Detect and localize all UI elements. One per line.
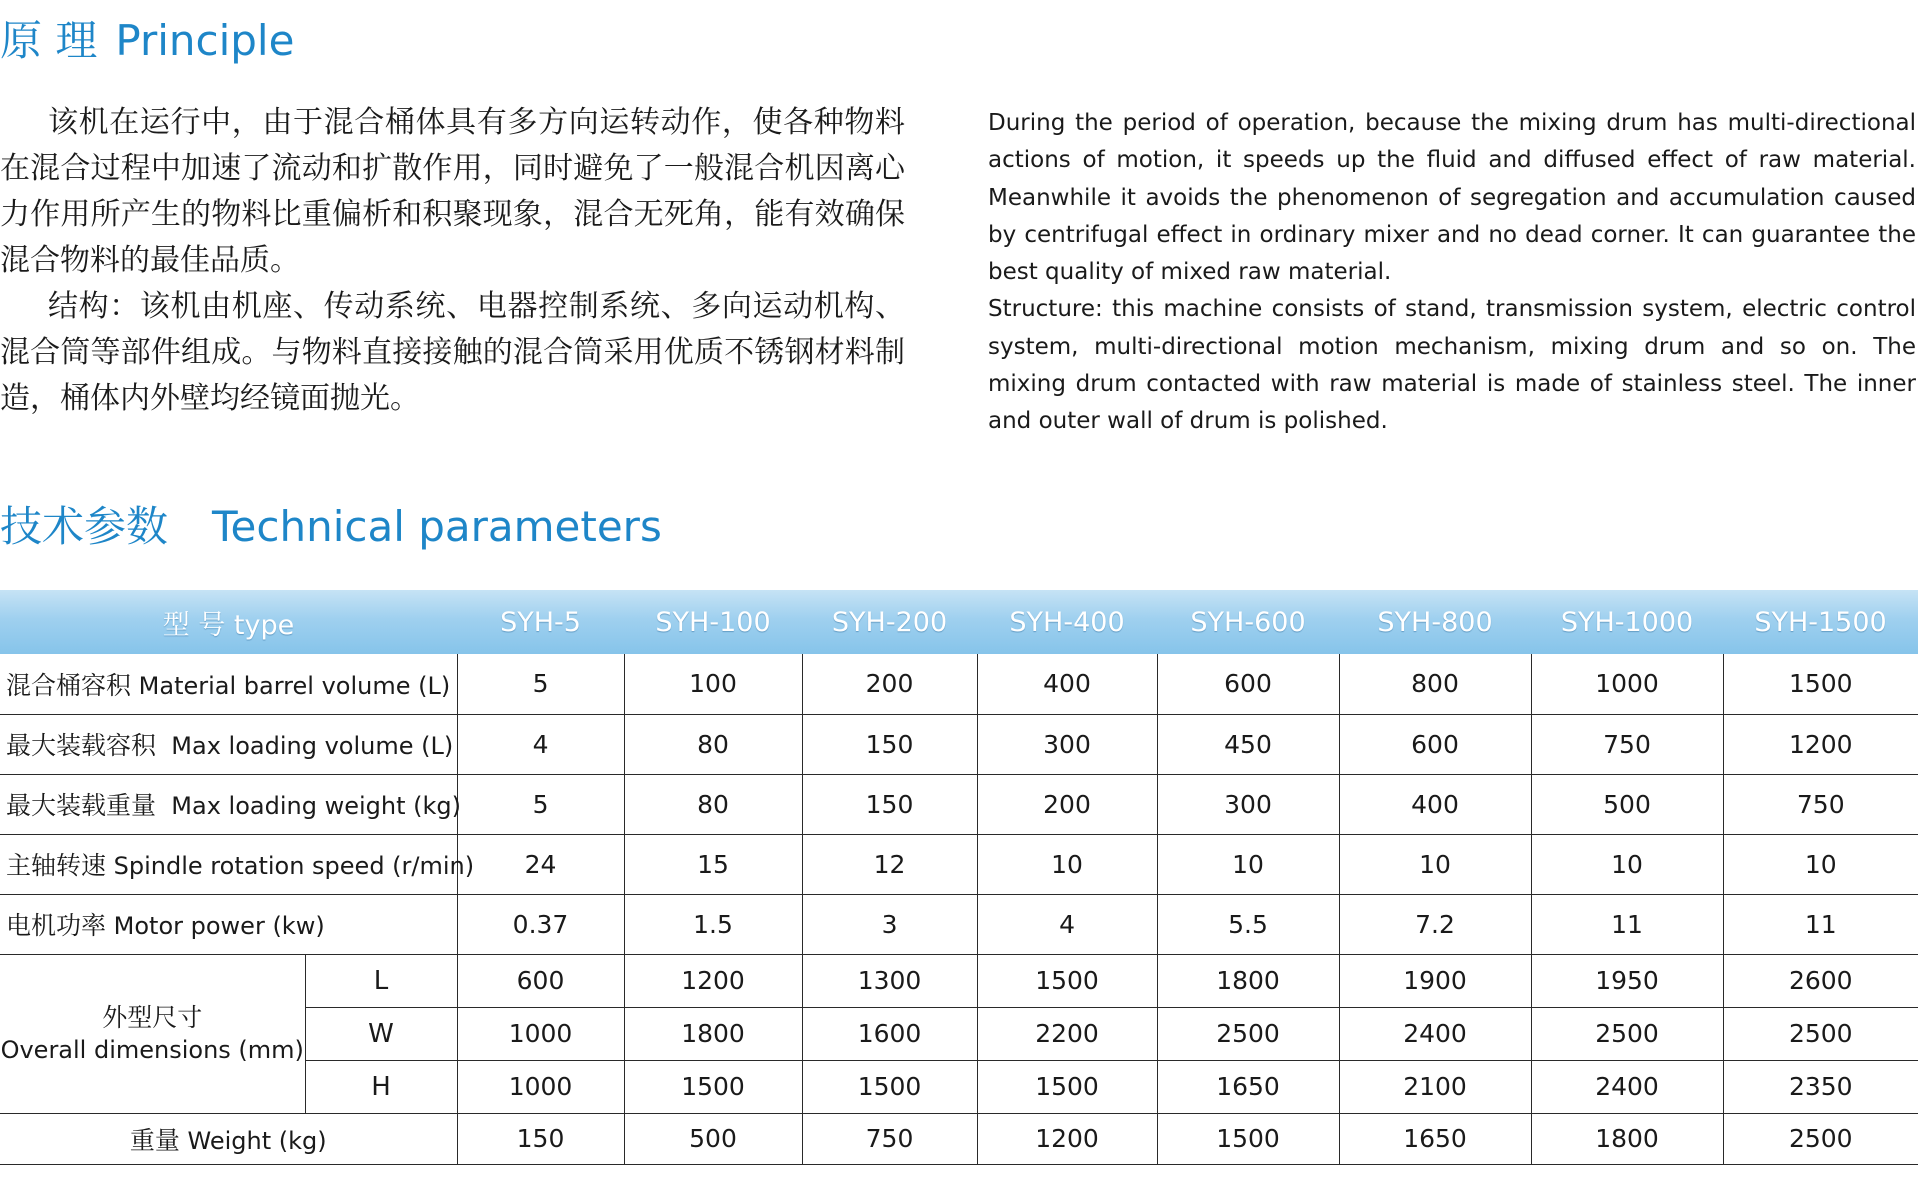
- table-cell: 1800: [1531, 1113, 1723, 1164]
- table-cell: 11: [1531, 894, 1723, 954]
- row-label-en: Material barrel volume (L): [138, 671, 451, 700]
- row-label-cn: 主轴转速: [6, 851, 107, 880]
- table-cell: 600: [1339, 714, 1531, 774]
- row-label-cn: 最大装载容积: [6, 731, 157, 760]
- table-cell: 1300: [802, 954, 977, 1007]
- table-cell: 1500: [624, 1060, 802, 1113]
- table-cell: 5: [457, 774, 624, 834]
- principle-heading: [0, 8, 294, 68]
- row-label-cn: 重量: [129, 1125, 180, 1155]
- table-cell: 11: [1723, 894, 1918, 954]
- table-cell: 5: [457, 654, 624, 714]
- table-cell: 10: [1531, 834, 1723, 894]
- row-label: [0, 714, 457, 774]
- table-cell: 4: [977, 894, 1157, 954]
- table-cell: 2500: [1531, 1007, 1723, 1060]
- table-cell: 200: [802, 654, 977, 714]
- row-label: [0, 894, 457, 954]
- row-label-cn: 最大装载重量: [6, 791, 157, 820]
- table-cell: 400: [977, 654, 1157, 714]
- table-cell: 1200: [1723, 714, 1918, 774]
- table-cell: 15: [624, 834, 802, 894]
- technical-parameters-heading-cn: 技术参数: [0, 502, 169, 551]
- table-cell: 1500: [1723, 654, 1918, 714]
- table-cell: 2400: [1339, 1007, 1531, 1060]
- table-cell: 3: [802, 894, 977, 954]
- type-header: 型 号 type: [0, 590, 457, 654]
- row-label: [0, 654, 457, 714]
- table-cell: 1200: [624, 954, 802, 1007]
- table-cell: 2400: [1531, 1060, 1723, 1113]
- principle-heading-en: Principle: [115, 16, 295, 65]
- table-cell: 450: [1157, 714, 1339, 774]
- table-cell: 2600: [1723, 954, 1918, 1007]
- table-cell: 400: [1339, 774, 1531, 834]
- table-cell: 150: [457, 1113, 624, 1164]
- table-cell: 1500: [977, 1060, 1157, 1113]
- table-cell: 2500: [1157, 1007, 1339, 1060]
- row-label-en: Motor power (kw): [113, 912, 325, 940]
- table-cell: 500: [1531, 774, 1723, 834]
- model-header: SYH-400: [977, 590, 1157, 654]
- principle-cn-paragraph: 该机在运行中，由于混合桶体具有多方向运转动作，使各种物料在混合过程中加速了流动和扩散作用，同时避免了一般混合机因离心力作用所产生的物料比重偏析和积聚现象，混合无死角，能有效确保混合物料的最佳品质。: [0, 105, 905, 278]
- dimension-sub-label: H: [305, 1060, 457, 1113]
- principle-text-cn: [0, 100, 905, 422]
- table-cell: 10: [1339, 834, 1531, 894]
- table-cell: 750: [802, 1113, 977, 1164]
- principle-text-en: [988, 105, 1916, 441]
- row-label-cn: 电机功率: [6, 911, 107, 940]
- model-header: SYH-1000: [1531, 590, 1723, 654]
- table-cell: 2350: [1723, 1060, 1918, 1113]
- table-cell: 2500: [1723, 1113, 1918, 1164]
- table-cell: 150: [802, 714, 977, 774]
- table-cell: 1500: [1157, 1113, 1339, 1164]
- table-header-row: [0, 590, 1918, 654]
- table-cell: 4: [457, 714, 624, 774]
- table-cell: 5.5: [1157, 894, 1339, 954]
- table-cell: 750: [1723, 774, 1918, 834]
- principle-heading-cn: 原 理: [0, 16, 98, 65]
- table-cell: 0.37: [457, 894, 624, 954]
- table-row: [0, 714, 1918, 774]
- table-row: [0, 894, 1918, 954]
- table-cell: 2200: [977, 1007, 1157, 1060]
- principle-cn-paragraph: 结构：该机由机座、传动系统、电器控制系统、多向运动机构、混合筒等部件组成。与物料直接接触的混合筒采用优质不锈钢材料制造，桶体内外壁均经镜面抛光。: [0, 289, 905, 416]
- dimensions-label-en: Overall dimensions (mm): [0, 1035, 304, 1064]
- table-cell: 300: [1157, 774, 1339, 834]
- row-label: [0, 1113, 457, 1164]
- table-row: [0, 834, 1918, 894]
- table-cell: 1800: [1157, 954, 1339, 1007]
- model-header: SYH-800: [1339, 590, 1531, 654]
- model-header: SYH-600: [1157, 590, 1339, 654]
- table-cell: 1200: [977, 1113, 1157, 1164]
- row-label-en: Weight (kg): [187, 1126, 327, 1155]
- table-cell: 12: [802, 834, 977, 894]
- dimensions-label-cn: 外型尺寸: [102, 1002, 203, 1032]
- row-label: [0, 774, 461, 834]
- model-header: SYH-5: [457, 590, 624, 654]
- table-cell: 10: [1157, 834, 1339, 894]
- table-row: [0, 774, 1918, 834]
- table-cell: 1900: [1339, 954, 1531, 1007]
- dimension-sub-label: W: [305, 1007, 457, 1060]
- table-cell: 1500: [802, 1060, 977, 1113]
- table-cell: 7.2: [1339, 894, 1531, 954]
- dimension-sub-label: L: [305, 954, 457, 1007]
- principle-en-paragraph: Structure: this machine consists of stand, transmission system, electric control system, multi-directional motion mechanism, mixing drum and so on. The mixing drum contacted with raw material is made of stainless steel. The inner and outer wall of drum is polished.: [988, 296, 1916, 435]
- table-row: [0, 1113, 1918, 1164]
- table-cell: 1000: [457, 1060, 624, 1113]
- table-cell: 2500: [1723, 1007, 1918, 1060]
- table-cell: 1000: [1531, 654, 1723, 714]
- table-cell: 80: [624, 714, 802, 774]
- table-row: [0, 954, 1918, 1007]
- dimensions-label: [0, 954, 305, 1113]
- table-cell: 1.5: [624, 894, 802, 954]
- row-label-en: Max loading weight (kg): [171, 792, 461, 820]
- table-cell: 500: [624, 1113, 802, 1164]
- table-cell: 100: [624, 654, 802, 714]
- row-label-cn: 混合桶容积: [6, 670, 132, 700]
- model-header: SYH-100: [624, 590, 802, 654]
- table-cell: 200: [977, 774, 1157, 834]
- model-header: SYH-1500: [1723, 590, 1918, 654]
- table-cell: 1800: [624, 1007, 802, 1060]
- table-cell: 24: [457, 834, 624, 894]
- table-cell: 600: [457, 954, 624, 1007]
- row-label-en: Max loading volume (L): [171, 732, 454, 760]
- parameters-table: [0, 590, 1918, 1165]
- table-row: [0, 654, 1918, 714]
- table-cell: 800: [1339, 654, 1531, 714]
- model-header: SYH-200: [802, 590, 977, 654]
- table-cell: 1000: [457, 1007, 624, 1060]
- table-cell: 750: [1531, 714, 1723, 774]
- table-cell: 600: [1157, 654, 1339, 714]
- table-cell: 10: [977, 834, 1157, 894]
- row-label: [0, 834, 475, 894]
- table-cell: 300: [977, 714, 1157, 774]
- principle-en-paragraph: During the period of operation, because the mixing drum has multi-directional actions of motion, it speeds up the fluid and diffused effect of raw material. Meanwhile it avoids the phenomenon of segregation and accumulation caused by centrifugal effect in ordinary mixer and no dead corner. It can guarantee the best quality of mixed raw material.: [988, 110, 1916, 286]
- table-cell: 1650: [1339, 1113, 1531, 1164]
- table-cell: 150: [802, 774, 977, 834]
- table-cell: 1500: [977, 954, 1157, 1007]
- table-cell: 1600: [802, 1007, 977, 1060]
- table-cell: 2100: [1339, 1060, 1531, 1113]
- table-cell: 1950: [1531, 954, 1723, 1007]
- technical-parameters-heading: [0, 494, 662, 554]
- table-cell: 1650: [1157, 1060, 1339, 1113]
- technical-parameters-heading-en: Technical parameters: [212, 502, 662, 551]
- row-label-en: Spindle rotation speed (r/min): [113, 852, 475, 880]
- table-cell: 80: [624, 774, 802, 834]
- table-cell: 10: [1723, 834, 1918, 894]
